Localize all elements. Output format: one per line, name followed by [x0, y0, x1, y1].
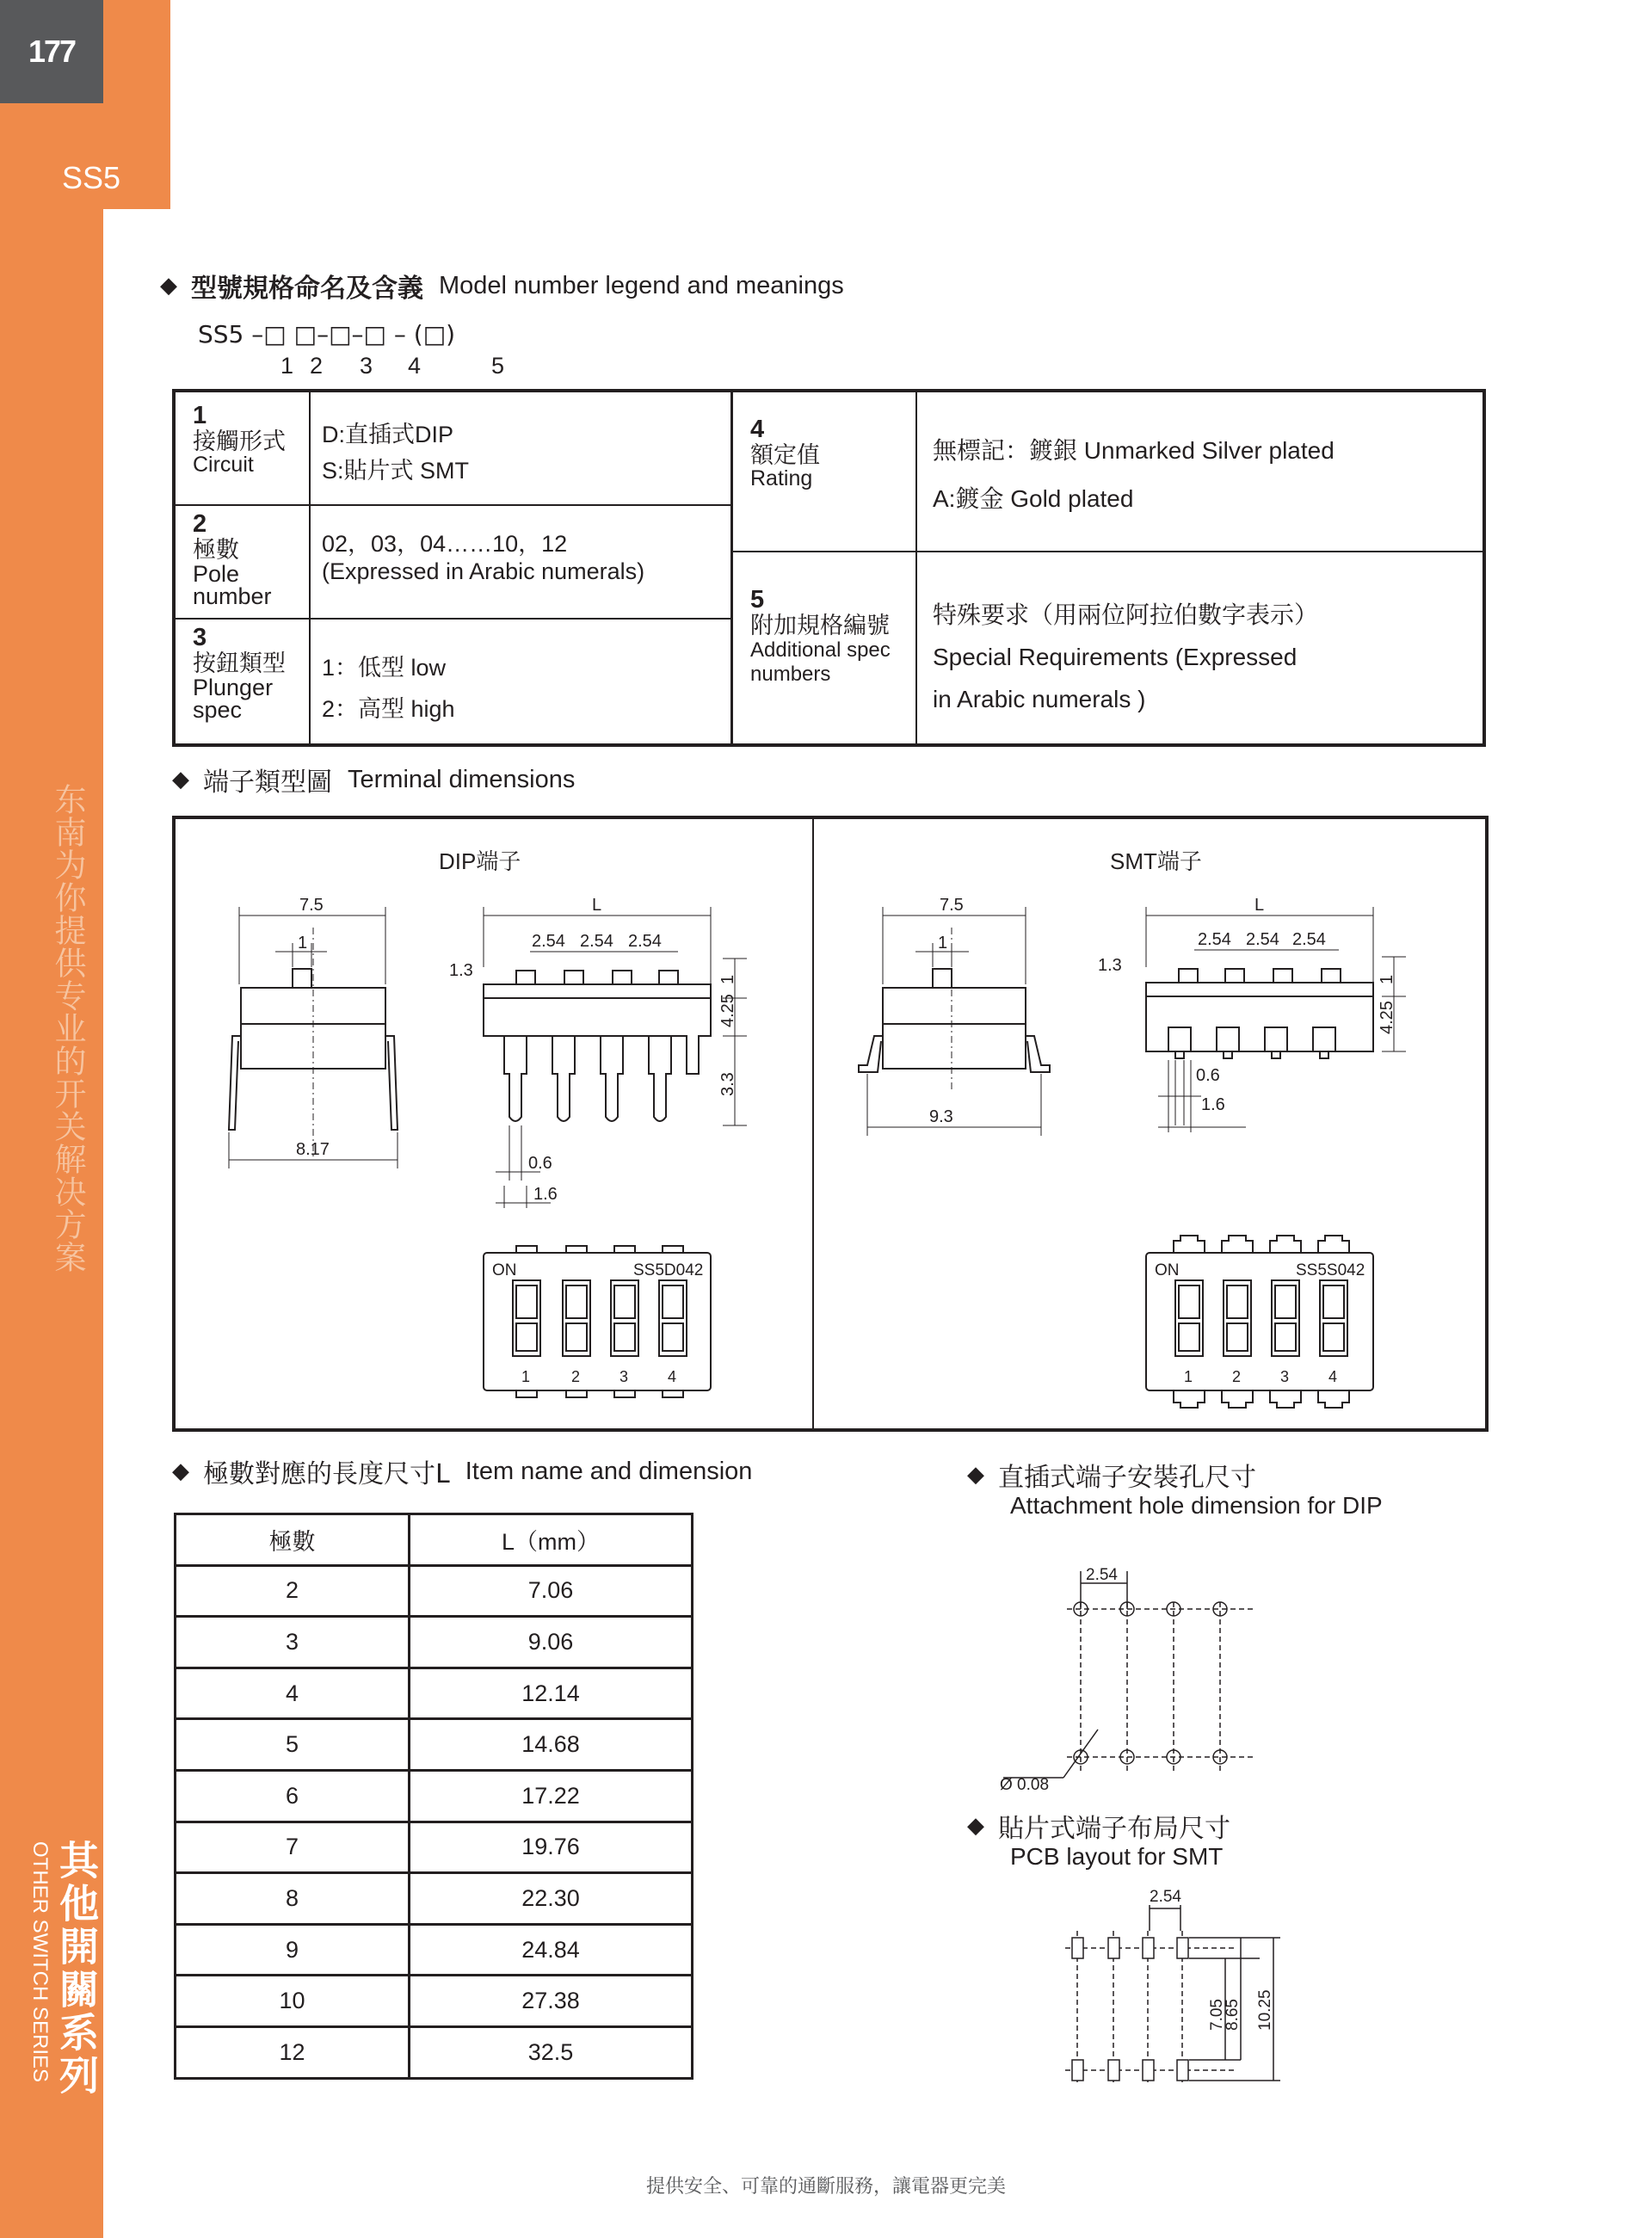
row-number: 3 [193, 624, 207, 651]
dip-top-switches [513, 1280, 687, 1356]
pole-cell: 6 [176, 1770, 410, 1822]
dip-model-label: SS5D042 [633, 1261, 704, 1279]
row-value: 1：低型 low [322, 655, 447, 681]
row-value: Special Requirements (Expressed [933, 644, 1298, 670]
series-code: SS5 [62, 160, 121, 195]
legend-row-3-label [193, 625, 305, 721]
pole-cell: 5 [176, 1719, 410, 1771]
dip-title: DIP端子 [439, 848, 521, 874]
row-label-en: Plunger spec [193, 675, 274, 723]
pole-cell: 9 [176, 1924, 410, 1976]
pole-cell: 10 [176, 1976, 410, 2027]
pcb-dim: 8.65 [1224, 1999, 1242, 2031]
row-number: 4 [750, 416, 765, 443]
pattern-pos: 4 [408, 353, 422, 379]
row-value: D:直插式DIP [322, 422, 454, 447]
dip-dim-pin-w: 0.6 [528, 1154, 552, 1173]
terminal-drawings [172, 816, 1489, 1432]
table-row [176, 1822, 693, 1873]
dip-holes-heading-cn: 直插式端子安裝孔尺寸 [998, 1463, 1256, 1493]
length-cell: 22.30 [410, 1873, 693, 1925]
smt-dim-pitch: 2.54 [1198, 930, 1231, 949]
legend-heading-cn: 型號規格命名及含義 [191, 274, 423, 304]
dip-position: 1 [521, 1368, 531, 1385]
smt-dim-width: 7.5 [940, 896, 964, 915]
length-cell: 9.06 [410, 1617, 693, 1668]
dip-holes-heading [967, 1458, 1383, 1520]
smt-dim-pitch: 2.54 [1292, 930, 1326, 949]
smt-position: 3 [1280, 1368, 1290, 1385]
divider [915, 392, 917, 743]
header-cell: 極數 [176, 1514, 410, 1566]
smt-layout-heading-cn: 貼片式端子布局尺寸 [998, 1814, 1230, 1844]
smt-position: 4 [1328, 1368, 1338, 1385]
legend-row-1-values [322, 416, 469, 489]
pattern-pos: 2 [310, 353, 324, 379]
row-value: in Arabic numerals ) [933, 686, 1146, 712]
dip-dim-pitch: 2.54 [532, 932, 565, 951]
smt-pads [1072, 1938, 1188, 2081]
legend-row-2-values [322, 530, 644, 585]
legend-row-3-values [322, 647, 455, 730]
row-label-en: Circuit [193, 453, 254, 477]
pole-cell: 12 [176, 2026, 410, 2078]
table-row [176, 1976, 693, 2027]
table-row [176, 1770, 693, 1822]
dip-position: 2 [571, 1368, 581, 1385]
table-row [176, 1565, 693, 1617]
pattern-pos: 3 [360, 353, 373, 379]
dip-front-plungers [516, 971, 678, 984]
row-label-en: Pole number [193, 561, 272, 609]
smt-position: 2 [1232, 1368, 1242, 1385]
dip-dim-pitch: 2.54 [628, 932, 662, 951]
length-cell: 19.76 [410, 1822, 693, 1873]
legend-heading [160, 268, 844, 303]
row-value: 02，03，04……10，12 [322, 531, 568, 557]
header-cell: L（mm） [410, 1514, 693, 1566]
dip-front-body [484, 998, 711, 1074]
smt-dim-height: 4.25 [1378, 1001, 1396, 1034]
length-cell: 17.22 [410, 1770, 693, 1822]
diamond-bullet-icon: ◆ [160, 273, 177, 299]
dip-on-label: ON [492, 1261, 517, 1279]
smt-title: SMT端子 [1110, 848, 1202, 874]
pattern-pos: 5 [491, 353, 505, 379]
length-cell: 27.38 [410, 1976, 693, 2027]
table-row [176, 1719, 693, 1771]
hole-diameter: Ø 0.08 [1000, 1776, 1050, 1794]
dip-side-plunger [293, 969, 311, 988]
table-row [176, 2026, 693, 2078]
length-heading-en: Item name and dimension [465, 1457, 753, 1485]
dip-front-pins [504, 1036, 671, 1121]
dip-dim-top: 1 [718, 974, 737, 984]
dip-dim-plunger: 1 [298, 934, 308, 953]
smt-dim-offset: 1.3 [1098, 956, 1122, 975]
smt-dim-pitch: 2.54 [1246, 930, 1279, 949]
divider [309, 392, 311, 743]
pole-cell: 3 [176, 1617, 410, 1668]
smt-dim-L: L [1254, 896, 1265, 915]
diamond-bullet-icon: ◆ [967, 1462, 984, 1488]
dip-dim-width: 7.5 [299, 896, 324, 915]
row-label-en: Additional spec numbers [750, 638, 891, 686]
footer-slogan: 提供安全、可靠的通斷服務，讓電器更完美 [645, 2176, 1006, 2198]
table-header-row [176, 1514, 693, 1566]
pole-cell: 8 [176, 1873, 410, 1925]
length-heading [172, 1454, 752, 1489]
smt-dim-span: 9.3 [929, 1107, 953, 1126]
length-cell: 32.5 [410, 2026, 693, 2078]
pattern-pos: 1 [280, 353, 294, 379]
length-cell: 12.14 [410, 1668, 693, 1719]
legend-row-4-values [933, 427, 1335, 523]
length-cell: 24.84 [410, 1924, 693, 1976]
dip-dim-pin-w2: 1.6 [533, 1185, 558, 1204]
category-chinese: 其他開關系列 [53, 1840, 100, 2098]
legend-row-2-label [193, 511, 305, 607]
legend-table [172, 389, 1486, 747]
pole-cell: 2 [176, 1565, 410, 1617]
pole-cell: 7 [176, 1822, 410, 1873]
divider [176, 618, 730, 620]
diamond-bullet-icon: ◆ [172, 1458, 189, 1484]
legend-row-4-label [750, 416, 820, 489]
row-label-cn: 極數 [193, 537, 239, 563]
length-heading-cn: 極數對應的長度尺寸L [203, 1459, 450, 1489]
legend-row-5-label [750, 587, 905, 687]
hole-pitch: 2.54 [1086, 1566, 1118, 1584]
dip-dim-L: L [592, 896, 602, 915]
smt-dim-pin-w2: 1.6 [1201, 1095, 1225, 1114]
terminal-heading [172, 762, 575, 797]
row-label-en: Rating [750, 466, 813, 490]
dip-dim-height: 4.25 [718, 994, 737, 1027]
length-table [174, 1513, 693, 2080]
dip-hole-diagram [998, 1557, 1273, 1807]
model-pattern: SS5 –□ □–□–□ – (□) [198, 320, 456, 348]
row-value: (Expressed in Arabic numerals) [322, 558, 645, 584]
smt-on-label: ON [1155, 1261, 1180, 1279]
smt-dim-pin-w: 0.6 [1196, 1066, 1220, 1085]
table-row [176, 1617, 693, 1668]
terminal-heading-cn: 端子類型圖 [203, 768, 332, 798]
table-row [176, 1668, 693, 1719]
pcb-pitch: 2.54 [1150, 1888, 1181, 1906]
smt-layout-heading-en: PCB layout for SMT [1010, 1843, 1224, 1870]
length-cell: 7.06 [410, 1565, 693, 1617]
row-value: S:貼片式 SMT [322, 458, 470, 484]
pcb-dim: 10.25 [1256, 1989, 1274, 2031]
smt-layout-heading [967, 1809, 1246, 1871]
row-number: 5 [750, 586, 765, 613]
dip-position: 3 [620, 1368, 629, 1385]
smt-position: 1 [1184, 1368, 1193, 1385]
smt-model-label: SS5S042 [1296, 1261, 1365, 1279]
row-value: 2：高型 high [322, 696, 455, 722]
row-label-cn: 附加規格編號 [750, 613, 890, 638]
legend-row-5-values [933, 594, 1318, 720]
smt-pcb-diagram [1050, 1879, 1291, 2112]
row-value: 無標記：鍍銀 Unmarked Silver plated [933, 437, 1335, 464]
row-value: 特殊要求（用兩位阿拉伯數字表示） [933, 601, 1319, 628]
length-cell: 14.68 [410, 1719, 693, 1771]
dip-holes-heading-en: Attachment hole dimension for DIP [1010, 1492, 1383, 1519]
dip-dim-span: 8.17 [296, 1140, 330, 1159]
smt-dim-plunger: 1 [938, 934, 948, 953]
row-value: A:鍍金 Gold plated [933, 485, 1134, 512]
pcb-dim: 7.05 [1208, 1999, 1226, 2031]
smt-dim-top: 1 [1378, 974, 1396, 984]
dip-front-top [484, 984, 711, 998]
row-label-cn: 按鈕類型 [193, 650, 286, 676]
category-english: OTHER SWITCH SERIES [28, 1841, 52, 2083]
terminal-heading-en: Terminal dimensions [348, 765, 576, 793]
row-number: 2 [193, 510, 207, 538]
diamond-bullet-icon: ◆ [172, 767, 189, 792]
row-label-cn: 接觸形式 [193, 428, 286, 454]
divider [730, 392, 733, 743]
pole-cell: 4 [176, 1668, 410, 1719]
dip-dim-pin: 3.3 [718, 1072, 737, 1096]
row-label-cn: 額定值 [750, 442, 820, 468]
divider [730, 551, 1483, 552]
diamond-bullet-icon: ◆ [967, 1813, 984, 1839]
dip-position: 4 [668, 1368, 677, 1385]
legend-heading-en: Model number legend and meanings [439, 271, 844, 299]
side-slogan: 东南为你提供专业的开关解决方案 [49, 783, 86, 1273]
table-row [176, 1873, 693, 1925]
legend-row-1-label [193, 403, 286, 475]
page-number: 177 [0, 0, 103, 103]
dip-dim-offset: 1.3 [449, 961, 473, 980]
divider [176, 504, 730, 506]
row-number: 1 [193, 402, 207, 429]
dip-dim-pitch: 2.54 [580, 932, 613, 951]
table-row [176, 1924, 693, 1976]
